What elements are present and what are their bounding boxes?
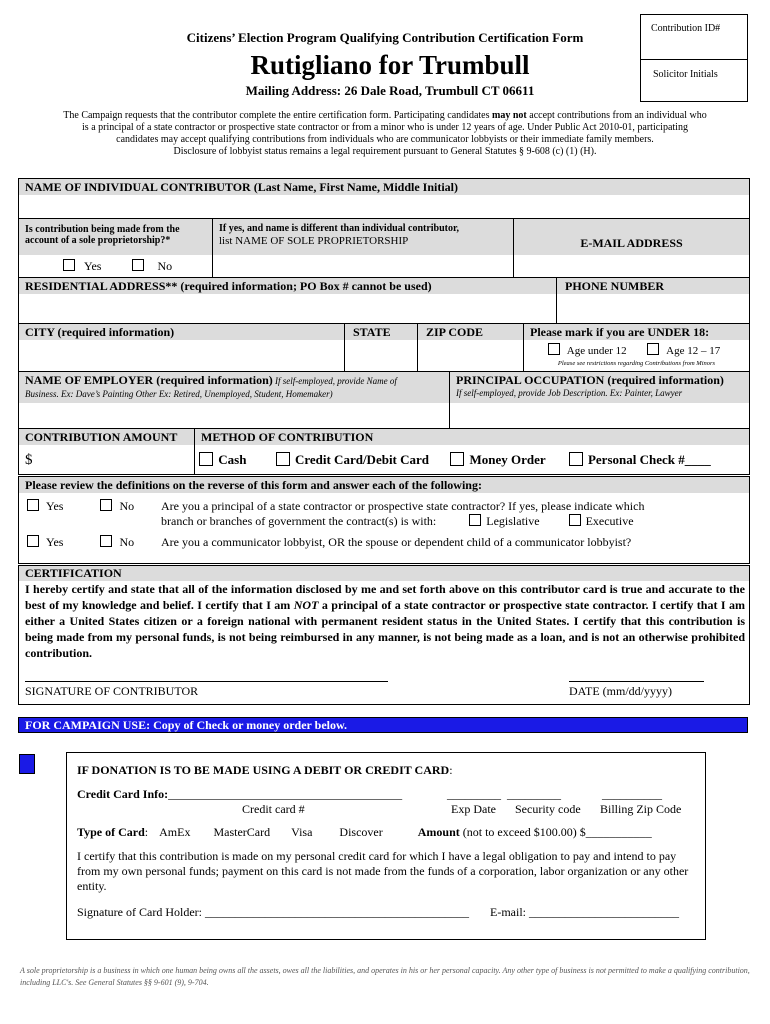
q1-text: Are you a principal of a state contractor or prospective state contractor? If yes, please indicate which branch or branches of government the contract(s) is with: Legislative Executive bbox=[161, 499, 645, 528]
minors-note: Please see restrictions regarding Contributions from Minors bbox=[557, 360, 716, 367]
card-box-title: IF DONATION IS TO BE MADE USING A DEBIT OR CREDIT CARD: bbox=[77, 763, 453, 777]
q2-answer: Yes No bbox=[27, 535, 134, 550]
age-under12-checkbox[interactable] bbox=[548, 343, 560, 355]
q1-yes-checkbox[interactable] bbox=[27, 499, 39, 511]
card-certify-text: I certify that this contribution is made on my personal credit card for which I have a legal obligation to pay and intend to pay from my own personal funds; payment on this card is not made from the funds of a corporation, labor organization or any other entity. bbox=[77, 849, 689, 893]
visa-option[interactable]: Visa bbox=[291, 825, 313, 839]
legislative-checkbox[interactable] bbox=[469, 514, 481, 526]
cc-number-label: Credit card # bbox=[242, 802, 305, 816]
sole-prop-options: Yes No bbox=[19, 255, 212, 277]
email-label: E-MAIL ADDRESS bbox=[514, 219, 749, 255]
method-label: METHOD OF CONTRIBUTION bbox=[195, 429, 749, 445]
discover-option[interactable]: Discover bbox=[339, 825, 383, 839]
contribution-id-label: Contribution ID# bbox=[651, 23, 721, 34]
marker-square-icon bbox=[19, 754, 35, 774]
phone-label: PHONE NUMBER bbox=[557, 278, 749, 294]
mailing-address: Mailing Address: 26 Dale Road, Trumbull CT 06611 bbox=[245, 83, 535, 98]
certification-text: I hereby certify and state that all of the information disclosed by me and set forth above on this contributor card is true and accurate to the best of my knowledge and belief. I certify that I am NOT a principal of a state contractor or prospective state contractor. I certify that I am either a United States citizen or a foreign national with permanent resident status in the United States. I certify that this contribution is being made from my personal funds, is not being reimbursed in any manner, is not being made as a loan, and is not an otherwise prohibited contribution. bbox=[25, 582, 746, 660]
state-label: STATE bbox=[345, 324, 417, 340]
q2-text: Are you a communicator lobbyist, OR the spouse or dependent child of a communicator lobbyist? bbox=[161, 535, 632, 549]
sole-prop-name-field[interactable] bbox=[213, 255, 513, 277]
occupation-label: PRINCIPAL OCCUPATION (required information) If self-employed, provide Job Description. Ex: Painter, Lawyer bbox=[450, 372, 749, 403]
residential-address-field[interactable] bbox=[19, 294, 556, 323]
signature-label: SIGNATURE OF CONTRIBUTOR bbox=[25, 684, 199, 698]
personal-check-checkbox[interactable] bbox=[569, 452, 583, 466]
date-label: DATE (mm/dd/yyyy) bbox=[569, 684, 672, 698]
card-holder-email[interactable]: E-mail: _________________________ bbox=[490, 905, 679, 919]
q2-no-checkbox[interactable] bbox=[100, 535, 112, 547]
method-options: Cash Credit Card/Debit Card Money Order Personal Check #____ bbox=[199, 452, 749, 468]
campaign-name: Rutigliano for Trumbull bbox=[250, 50, 530, 80]
exp-date-label: Exp Date bbox=[451, 802, 496, 816]
age-12-17-checkbox[interactable] bbox=[647, 343, 659, 355]
city-label: CITY (required information) bbox=[19, 324, 344, 340]
questions-header: Please review the definitions on the reverse of this form and answer each of the following: bbox=[19, 477, 749, 493]
age-options: Age under 12 Age 12 – 17 bbox=[524, 343, 749, 357]
residential-address-label: RESIDENTIAL ADDRESS** (required information; PO Box # cannot be used) bbox=[19, 278, 556, 294]
contributor-name-field[interactable] bbox=[19, 195, 749, 218]
card-checkbox[interactable] bbox=[276, 452, 290, 466]
card-holder-signature[interactable]: Signature of Card Holder: ____________________________________________ bbox=[77, 905, 469, 919]
intro-text: The Campaign requests that the contributor complete the entire certification form. Participating candidates may not accept contributions from an individual who is a principal of a state contractor or prospective state contractor or from a minor who is under 12 years of age. Under Public Act 2010-01, participating candidates may accept qualifying contributions from individuals who are communicator lobbyists or their immediate family members. Disclosure of lobbyist status remains a legal requirement pursuant to General Statutes § 9-608 (c) (1) (H). bbox=[63, 110, 707, 157]
certification-section bbox=[18, 565, 750, 705]
phone-field[interactable] bbox=[557, 294, 749, 323]
credit-card-box bbox=[66, 752, 706, 940]
q1-no-checkbox[interactable] bbox=[100, 499, 112, 511]
billing-zip-label: Billing Zip Code bbox=[600, 802, 682, 816]
zip-label: ZIP CODE bbox=[418, 324, 523, 340]
sole-prop-question: Is contribution being made from the account of a sole proprietorship?* bbox=[19, 219, 212, 255]
billing-zip-field[interactable]: __________ bbox=[602, 787, 662, 801]
money-order-checkbox[interactable] bbox=[450, 452, 464, 466]
cc-number-field[interactable]: _______________________________________ bbox=[168, 787, 403, 801]
office-id-box bbox=[640, 14, 748, 102]
exp-field[interactable]: _________ bbox=[447, 787, 501, 801]
certification-header: CERTIFICATION bbox=[19, 566, 749, 581]
solicitor-initials-label: Solicitor Initials bbox=[653, 69, 718, 80]
card-type-row: Type of Card: AmEx MasterCard Visa Discover Amount (not to exceed $100.00) $___________ bbox=[77, 825, 652, 839]
under18-label: Please mark if you are UNDER 18: bbox=[524, 324, 749, 340]
city-field[interactable] bbox=[19, 340, 344, 371]
employer-field[interactable] bbox=[19, 403, 449, 428]
contribution-amount-field[interactable]: $ bbox=[25, 452, 33, 468]
footer-note: A sole proprietorship is a business in which one human being owns all the assets, owes all the liabilities, and operates in his or her personal capacity. Any other type of business is not permitted to make a qualifying contribution, including LLC's. See General Statutes §§ 9-601 (9), 9-704. bbox=[20, 966, 750, 987]
zip-field[interactable] bbox=[418, 340, 523, 371]
mastercard-option[interactable]: MasterCard bbox=[213, 825, 271, 839]
q2-yes-checkbox[interactable] bbox=[27, 535, 39, 547]
questions-section bbox=[18, 476, 750, 564]
security-field[interactable]: _________ bbox=[507, 787, 561, 801]
cc-info-row: Credit Card Info:_______________________________________ bbox=[77, 787, 403, 801]
form-title: Citizens’ Election Program Qualifying Contribution Certification Form bbox=[186, 30, 584, 45]
contributor-name-label: NAME OF INDIVIDUAL CONTRIBUTOR (Last Name, First Name, Middle Initial) bbox=[19, 179, 749, 195]
contribution-amount-label: CONTRIBUTION AMOUNT bbox=[19, 429, 194, 445]
amount-field[interactable]: (not to exceed $100.00) $___________ bbox=[459, 825, 652, 839]
executive-checkbox[interactable] bbox=[569, 514, 581, 526]
amex-option[interactable]: AmEx bbox=[159, 825, 191, 839]
q1-answer: Yes No bbox=[27, 499, 134, 514]
occupation-field[interactable] bbox=[450, 403, 749, 428]
sole-prop-name-label: If yes, and name is different than individual contributor, list NAME OF SOLE PROPRIETORSHIP bbox=[213, 219, 513, 255]
state-field[interactable] bbox=[345, 340, 417, 371]
email-field[interactable] bbox=[514, 255, 749, 277]
cash-checkbox[interactable] bbox=[199, 452, 213, 466]
campaign-use-bar: FOR CAMPAIGN USE: Copy of Check or money order below. bbox=[18, 717, 748, 733]
security-code-label: Security code bbox=[515, 802, 581, 816]
sole-prop-no-checkbox[interactable] bbox=[132, 259, 144, 271]
contributor-section bbox=[18, 178, 750, 475]
sole-prop-yes-checkbox[interactable] bbox=[63, 259, 75, 271]
employer-label: NAME OF EMPLOYER (required information) If self-employed, provide Name of Business. Ex: Dave’s Painting Other Ex: Retired, Unemployed, Student, Homemaker) bbox=[19, 372, 449, 403]
